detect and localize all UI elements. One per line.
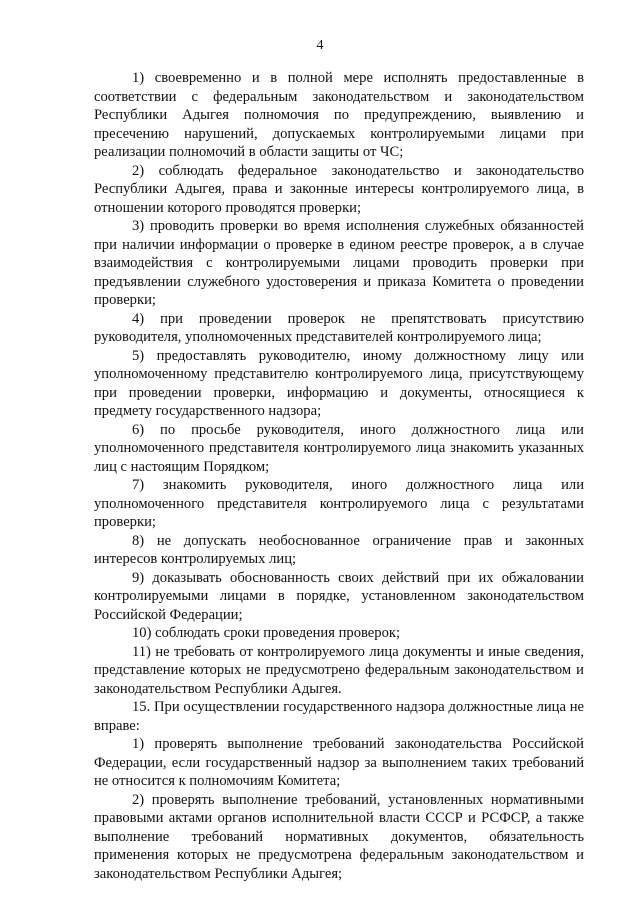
- paragraph-6: 6) по просьбе руководителя, иного должностного лица или уполномоченного представителя контролируемого лица знакомить указанных лиц с настоящим Порядком;: [94, 421, 584, 475]
- paragraph-15-2: 2) проверять выполнение требований, установленных нормативными правовыми актами органов исполнительной власти СССР и РСФСР, а также выполнение требований нормативных документов, обязательность применения которых не предусмотрена федеральным законодательством и законодательством Республики Адыгея;: [94, 791, 584, 882]
- paragraph-1: 1) своевременно и в полной мере исполнять предоставленные в соответствии с федеральным законодательством и законодательством Республики Адыгея полномочия по предупреждению, выявлению и пресечению нарушений, допускаемых контролируемыми лицами при реализации полномочий в области защиты от ЧС;: [94, 70, 584, 160]
- paragraph-7: 7) знакомить руководителя, иного должностного лица или уполномоченного представителя контролируемого лица с результатами проверки;: [94, 477, 584, 530]
- paragraph-10: 10) соблюдать сроки проведения проверок;: [132, 625, 401, 641]
- paragraph-4: 4) при проведении проверок не препятствовать присутствию руководителя, уполномоченных представителей контролируемого лица;: [94, 310, 584, 345]
- paragraph-2: 2) соблюдать федеральное законодательство и законодательство Республики Адыгея, права и законные интересы контролируемого лица, в отношении которого проводятся проверки;: [94, 162, 584, 216]
- section-15-heading: 15. При осуществлении государственного надзора должностные лица не вправе:: [94, 699, 584, 734]
- paragraph-3: 3) проводить проверки во время исполнения служебных обязанностей при наличии информации о проверке в едином реестре проверок, а в случае взаимодействия с контролируемыми лицами проводить проверки при предъявлении служебного удостоверения и приказа Комитета о проведении проверки;: [94, 218, 584, 308]
- page-number: 4: [316, 38, 324, 53]
- document-body: [94, 69, 584, 883]
- paragraph-9: 9) доказывать обоснованность своих действий при их обжаловании контролируемыми лицами в порядке, установленном законодательством Российской Федерации;: [94, 569, 584, 623]
- paragraph-11: 11) не требовать от контролируемого лица документы и иные сведения, представление которых не предусмотрено федеральным законодательством и законодательством Республики Адыгея.: [94, 643, 584, 697]
- paragraph-5: 5) предоставлять руководителю, иному должностному лицу или уполномоченному представителю контролируемого лица, присутствующему при проведении проверки, информацию и документы, относящиеся к предмету государственного надзора;: [94, 347, 584, 419]
- paragraph-15-1: 1) проверять выполнение требований законодательства Российской Федерации, если государственный надзор за выполнением таких требований не относится к полномочиям Комитета;: [94, 736, 584, 789]
- paragraph-8: 8) не допускать необоснованное ограничение прав и законных интересов контролируемых лиц;: [94, 532, 584, 567]
